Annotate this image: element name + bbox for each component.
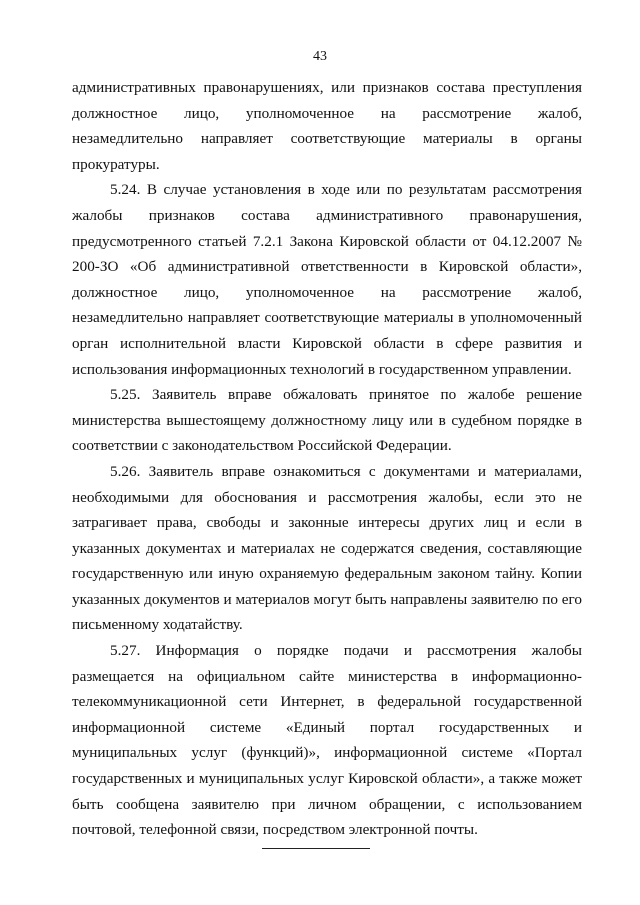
page-number: 43 [313,49,327,64]
paragraph-5-24: 5.24. В случае установления в ходе или по результатам рассмотрения жалобы признаков состава административного правонарушения, предусмотренного статьей 7.2.1 Закона Кировской области от 04.12.2007 № 200-ЗО «Об административной ответственности в Кировской области», должностное лицо, уполномоченное на рассмотрение жалоб, незамедлительно направляет соответствующие материалы в уполномоченный орган исполнительной власти Кировской области в сфере развития и использования информационных технологий в государственном управлении. [72,181,582,378]
document-body [72,75,582,843]
paragraph-5-25: 5.25. Заявитель вправе обжаловать принятое по жалобе решение министерства вышестоящему должностному лицу или в судебном порядке в соответствии с законодательством Российской Федерации. [72,386,582,455]
paragraph-continuation: административных правонарушениях, или признаков состава преступления должностное лицо, уполномоченное на рассмотрение жалоб, незамедлительно направляет соответствующие материалы в органы прокуратуры. [72,79,582,173]
paragraph-5-27: 5.27. Информация о порядке подачи и рассмотрения жалобы размещается на официальном сайте министерства в информационно-телекоммуникационной сети Интернет, в федеральной государственной информационной системе «Единый портал государственных и муниципальных услуг (функций)», информационной системе «Портал государственных и муниципальных услуг Кировской области», а также может быть сообщена заявителю при личном обращении, с использованием почтовой, телефонной связи, посредством электронной почты. [72,642,582,839]
paragraph-5-26: 5.26. Заявитель вправе ознакомиться с документами и материалами, необходимыми для обоснования и рассмотрения жалобы, если это не затрагивает права, свободы и законные интересы других лиц и если в указанных документах и материалах не содержатся сведения, составляющие государственную или иную охраняемую федеральным законом тайну. Копии указанных документов и материалов могут быть направлены заявителю по его письменному ходатайству. [72,462,582,634]
closing-rule [262,848,370,849]
